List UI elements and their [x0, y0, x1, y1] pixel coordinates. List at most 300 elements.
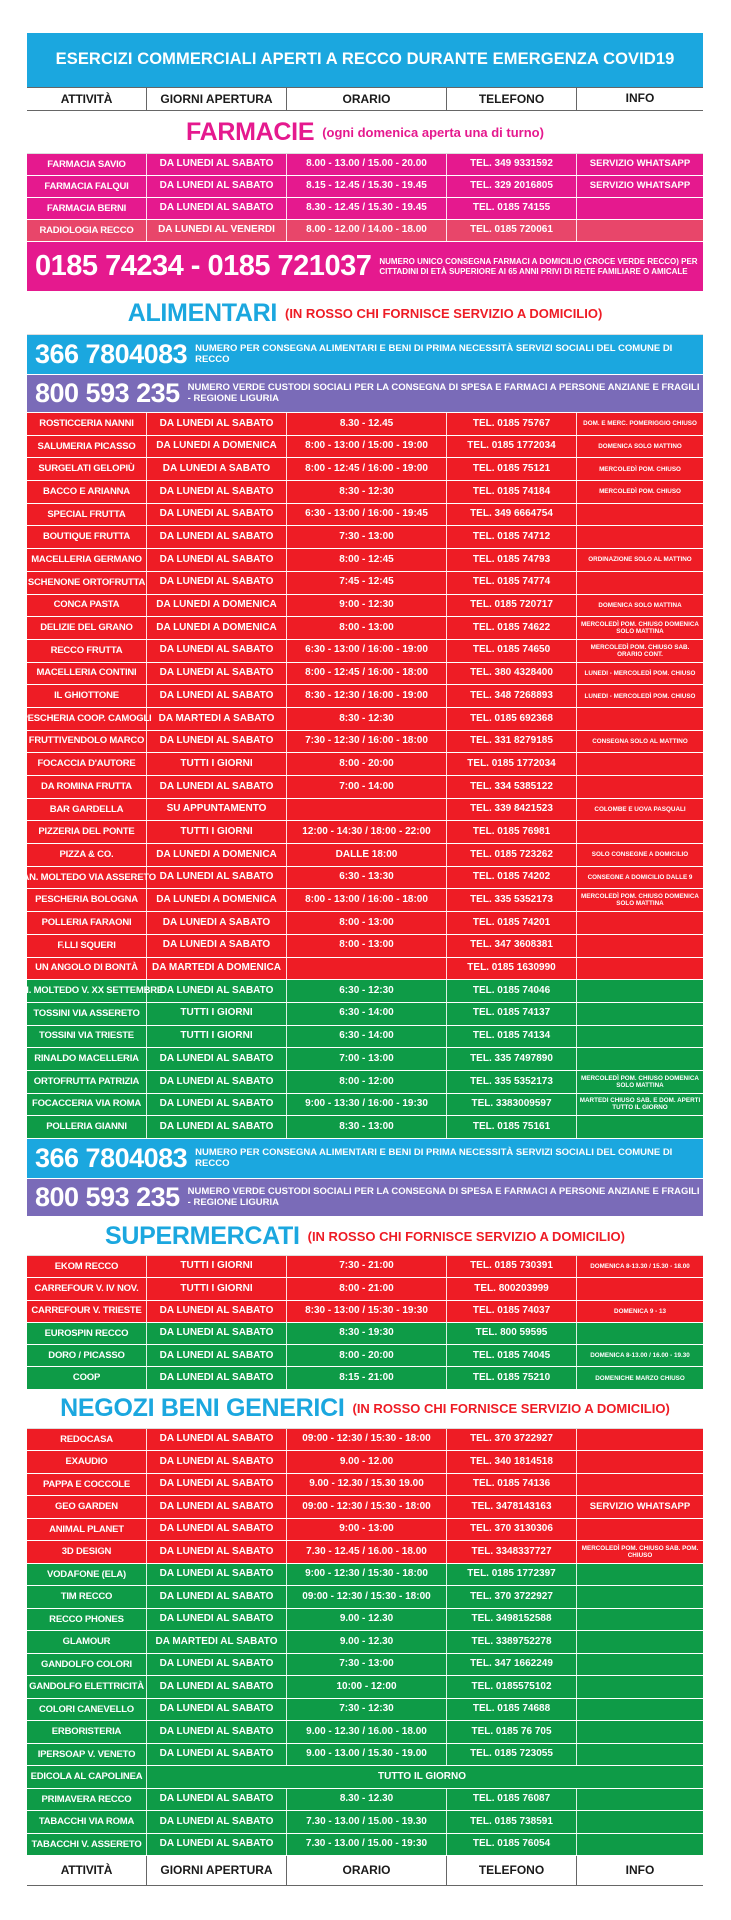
- table-row: [27, 549, 703, 572]
- cell-info: DOMENICA SOLO MATTINO: [598, 443, 682, 450]
- table-row: [27, 1026, 703, 1049]
- col-orario: ORARIO: [287, 1856, 447, 1885]
- cell-info: MERCOLEDÌ POM. CHIUSO DOMENICA SOLO MATTINA: [581, 1074, 699, 1089]
- alimentari-red-rows: [17, 413, 703, 980]
- cell-giorni: DA LUNEDI AL SABATO: [147, 1721, 287, 1743]
- banner-number: 366 7804083: [35, 1143, 188, 1173]
- cell-telefono: TEL. 370 3722927: [447, 1429, 577, 1451]
- cell-attivita: PIZZA & CO.: [27, 844, 147, 866]
- cell-giorni: DA LUNEDI AL SABATO: [147, 1811, 287, 1833]
- cell-giorni: DA LUNEDI AL SABATO: [147, 1789, 287, 1811]
- cell-giorni: DA LUNEDI AL SABATO: [147, 154, 287, 175]
- cell-info: [577, 753, 703, 775]
- cell-info: [577, 1609, 703, 1631]
- cell-orario: 09:00 - 12:30 / 15:30 - 18:00: [287, 1429, 447, 1451]
- cell-info: [577, 1519, 703, 1541]
- cell-giorni: DA LUNEDI AL SABATO: [147, 1519, 287, 1541]
- cell-info: [577, 980, 703, 1002]
- col-info: INFO: [625, 1863, 655, 1878]
- cell-orario: 6:30 - 12:30: [287, 980, 447, 1002]
- cell-attivita: TIM RECCO: [27, 1586, 147, 1608]
- table-row: [27, 572, 703, 595]
- cell-giorni: DA LUNEDI AL SABATO: [147, 1699, 287, 1721]
- cell-giorni: DA LUNEDI AL SABATO: [147, 481, 287, 503]
- table-row: [27, 1116, 703, 1139]
- cell-attivita: POLLERIA FARAONI: [27, 912, 147, 934]
- cell-info: [577, 1116, 703, 1138]
- section-note: (ogni domenica aperta una di turno): [322, 124, 544, 140]
- cell-info: [577, 526, 703, 548]
- cell-info: LUNEDI - MERCOLEDÌ POM. CHIUSO: [584, 669, 696, 677]
- table-row: [27, 1451, 703, 1474]
- table-row: [27, 889, 703, 912]
- cell-info: MERCOLEDÌ POM. CHIUSO SAB. ORARIO CONT.: [590, 643, 690, 658]
- cell-giorni: DA LUNEDI AL SABATO: [147, 198, 287, 219]
- cell-telefono: TEL. 329 2016805: [447, 176, 577, 197]
- cell-giorni: DA LUNEDI AL SABATO: [147, 1834, 287, 1856]
- cell-attivita: TOSSINI VIA TRIESTE: [27, 1026, 147, 1048]
- section-note: (IN ROSSO CHI FORNISCE SERVIZIO A DOMICILIO): [284, 305, 603, 321]
- table-row: [27, 1048, 703, 1071]
- cell-info: [577, 1699, 703, 1721]
- cell-telefono: TEL. 0185 1630990: [447, 958, 577, 980]
- cell-attivita: PESCHERIA BOLOGNA: [27, 889, 147, 911]
- cell-telefono: TEL. 3498152588: [447, 1609, 577, 1631]
- cell-attivita: BOUTIQUE FRUTTA: [27, 526, 147, 548]
- cell-giorni: DA LUNEDI AL SABATO: [147, 1496, 287, 1518]
- table-row: [27, 1766, 703, 1789]
- cell-attivita: MACELLERIA GERMANO: [27, 549, 147, 571]
- cell-giorni: TUTTI I GIORNI: [147, 1278, 287, 1299]
- cell-giorni: DA LUNEDI A DOMENICA: [147, 844, 287, 866]
- table-row: [27, 1609, 703, 1632]
- banner-number: 800 593 235: [35, 378, 180, 408]
- banner-note: NUMERO PER CONSEGNA ALIMENTARI E BENI DI PRIMA NECESSITÀ SERVIZI SOCIALI DEL COMUNE DI RECCO: [195, 342, 673, 365]
- cell-orario: 8.15 - 12.45 / 15.30 - 19.45: [287, 176, 447, 197]
- cell-orario: 8.30 - 12.45 / 15.30 - 19.45: [287, 198, 447, 219]
- cell-telefono: TEL. 339 8421523: [447, 799, 577, 821]
- cell-info: [577, 1654, 703, 1676]
- cell-attivita: PAN. MOLTEDO VIA ASSERETO: [27, 867, 147, 889]
- table-row: [27, 663, 703, 686]
- cell-orario: 7:30 - 12:30 / 16:00 - 18:00: [287, 731, 447, 753]
- cell-attivita: DORO / PICASSO: [27, 1345, 147, 1366]
- cell-info: DOMENICA 8-13.30 / 15.30 - 18.00: [590, 1263, 690, 1271]
- cell-info: [577, 935, 703, 957]
- cell-telefono: TEL. 335 5352173: [447, 889, 577, 911]
- cell-info: [577, 1789, 703, 1811]
- cell-attivita: GANDOLFO COLORI: [27, 1654, 147, 1676]
- cell-orario: 8.00 - 12.00 / 14.00 - 18.00: [287, 220, 447, 241]
- farmacie-delivery-banner: [27, 242, 703, 292]
- table-row: [27, 1654, 703, 1677]
- cell-attivita: TOSSINI VIA ASSERETO: [27, 1003, 147, 1025]
- cell-info: MERCOLEDÌ POM. CHIUSO SAB. POM. CHIUSO: [581, 1544, 699, 1560]
- cell-orario: 8:30 - 12:30 / 16:00 - 19:00: [287, 685, 447, 707]
- banner-number: 0185 74234 - 0185 721037: [35, 250, 372, 282]
- cell-telefono: TEL. 0185 74793: [447, 549, 577, 571]
- cell-orario: 8:30 - 19:30: [287, 1323, 447, 1344]
- cell-info: DOMENICA 9 - 13: [614, 1307, 666, 1315]
- cell-giorni: DA LUNEDI AL SABATO: [147, 1474, 287, 1496]
- alimentari-banner-comune-2: [27, 1139, 703, 1179]
- cell-attivita: BACCO E ARIANNA: [27, 481, 147, 503]
- table-row: [27, 1094, 703, 1117]
- cell-info: [577, 821, 703, 843]
- cell-attivita: BAR GARDELLA: [27, 799, 147, 821]
- table-row: [27, 1699, 703, 1722]
- table-row: [27, 504, 703, 527]
- cell-orario: 8:00 - 13:00: [287, 912, 447, 934]
- cell-telefono: TEL. 800 59595: [447, 1323, 577, 1344]
- cell-info: MERCOLEDÌ POM. CHIUSO DOMENICA SOLO MATTINA: [581, 620, 699, 636]
- cell-telefono: TEL. 335 7497890: [447, 1048, 577, 1070]
- cell-info: LUNEDI - MERCOLEDÌ POM. CHIUSO: [584, 692, 696, 700]
- cell-giorni: DA LUNEDI AL SABATO: [147, 980, 287, 1002]
- cell-giorni: DA LUNEDI AL SABATO: [147, 176, 287, 197]
- cell-info: [577, 1474, 703, 1496]
- cell-orario: 8:00 - 12:45 / 16:00 - 19:00: [287, 458, 447, 480]
- cell-attivita: MACELLERIA CONTINI: [27, 663, 147, 685]
- cell-attivita: EKOM RECCO: [27, 1256, 147, 1277]
- cell-info: DOMENICHE MARZO CHIUSO: [595, 1374, 685, 1382]
- section-note: (IN ROSSO CHI FORNISCE SERVIZIO A DOMICILIO): [307, 1228, 625, 1244]
- cell-attivita: SALUMERIA PICASSO: [27, 436, 147, 458]
- cell-giorni: DA LUNEDI A SABATO: [147, 912, 287, 934]
- cell-orario: 8:00 - 12:45 / 16:00 - 18:00: [287, 663, 447, 685]
- section-alimentari: [27, 292, 703, 335]
- cell-orario: 8.30 - 12.30: [287, 1789, 447, 1811]
- table-row: [27, 912, 703, 935]
- cell-giorni: DA LUNEDI A DOMENICA: [147, 617, 287, 639]
- cell-orario: 8:30 - 13:00 / 15:30 - 19:30: [287, 1301, 447, 1322]
- cell-giorni: DA LUNEDI AL SABATO: [147, 413, 287, 435]
- cell-orario: 8:30 - 12:30: [287, 708, 447, 730]
- cell-giorni: TUTTI I GIORNI: [147, 1003, 287, 1025]
- cell-info: [577, 1811, 703, 1833]
- cell-telefono: TEL. 347 3608381: [447, 935, 577, 957]
- cell-orario: 8:00 - 12:00: [287, 1071, 447, 1093]
- cell-giorni: DA LUNEDI AL SABATO: [147, 1586, 287, 1608]
- cell-attivita: PIZZERIA DEL PONTE: [27, 821, 147, 843]
- cell-orario: 09:00 - 12:30 / 15:30 - 18:00: [287, 1586, 447, 1608]
- table-row: [27, 220, 703, 242]
- cell-attivita: F.LLI SQUERI: [27, 935, 147, 957]
- cell-giorni: DA LUNEDI AL SABATO: [147, 1609, 287, 1631]
- cell-attivita: SPECIAL FRUTTA: [27, 504, 147, 526]
- cell-orario: [287, 799, 447, 821]
- cell-giorni: DA LUNEDI AL SABATO: [147, 1541, 287, 1563]
- cell-orario: 7:30 - 12:30: [287, 1699, 447, 1721]
- cell-telefono: TEL. 0185 74712: [447, 526, 577, 548]
- table-row: [27, 526, 703, 549]
- cell-info: SERVIZIO WHATSAPP: [589, 180, 691, 192]
- cell-attivita: GEO GARDEN: [27, 1496, 147, 1518]
- cell-orario: 9.00 - 12.30: [287, 1609, 447, 1631]
- table-row: [27, 481, 703, 504]
- cell-giorni: DA LUNEDI AL SABATO: [147, 640, 287, 662]
- cell-attivita: TABACCHI VIA ROMA: [27, 1811, 147, 1833]
- cell-orario: 8:00 - 20:00: [287, 1345, 447, 1366]
- cell-attivita: SURGELATI GELOPIÙ: [27, 458, 147, 480]
- cell-telefono: TEL. 0185 75767: [447, 413, 577, 435]
- cell-telefono: TEL. 334 5385122: [447, 776, 577, 798]
- cell-attivita: EUROSPIN RECCO: [27, 1323, 147, 1344]
- table-row: [27, 1834, 703, 1857]
- cell-giorni: DA LUNEDI AL SABATO: [147, 1301, 287, 1322]
- cell-info: SERVIZIO WHATSAPP: [589, 158, 691, 170]
- table-row: [27, 436, 703, 459]
- cell-telefono: TEL. 0185 75121: [447, 458, 577, 480]
- cell-orario: 7:30 - 13:00: [287, 1654, 447, 1676]
- cell-info: [577, 1834, 703, 1856]
- cell-telefono: TEL. 335 5352173: [447, 1071, 577, 1093]
- table-row: [27, 176, 703, 198]
- cell-info: [577, 1048, 703, 1070]
- cell-giorni: DA LUNEDI AL SABATO: [147, 572, 287, 594]
- cell-telefono: TEL. 0185 74155: [447, 198, 577, 219]
- cell-telefono: TEL. 349 9331592: [447, 154, 577, 175]
- cell-attivita: ERBORISTERIA: [27, 1721, 147, 1743]
- table-row: [27, 640, 703, 663]
- cell-telefono: TEL. 340 1814518: [447, 1451, 577, 1473]
- cell-orario: [287, 958, 447, 980]
- cell-giorni: DA MARTEDI A SABATO: [147, 708, 287, 730]
- cell-attivita: CARREFOUR V. TRIESTE: [27, 1301, 147, 1322]
- cell-giorni: DA LUNEDI AL SABATO: [147, 1345, 287, 1366]
- cell-giorni: DA LUNEDI AL SABATO: [147, 776, 287, 798]
- cell-info: [577, 1744, 703, 1766]
- cell-attivita: DA ROMINA FRUTTA: [27, 776, 147, 798]
- table-row: [27, 458, 703, 481]
- cell-attivita: RINALDO MACELLERIA: [27, 1048, 147, 1070]
- cell-giorni: TUTTI I GIORNI: [147, 1026, 287, 1048]
- cell-giorni: DA LUNEDI AL SABATO: [147, 1429, 287, 1451]
- cell-telefono: TEL. 0185 74201: [447, 912, 577, 934]
- cell-giorni: TUTTI I GIORNI: [147, 753, 287, 775]
- cell-telefono: TEL. 380 4328400: [447, 663, 577, 685]
- cell-attivita: PRIMAVERA RECCO: [27, 1789, 147, 1811]
- cell-giorni: DA LUNEDI AL SABATO: [147, 1451, 287, 1473]
- section-title: ALIMENTARI: [127, 298, 277, 327]
- table-row: [27, 1474, 703, 1497]
- cell-telefono: TEL. 0185 74136: [447, 1474, 577, 1496]
- banner-note: NUMERO UNICO CONSEGNA FARMACI A DOMICILIO (CROCE VERDE RECCO) PER CITTADINI DI ETÀ SUPERIORE AI 65 ANNI PRIVI DI RETE FAMILIARE O AMICALE: [379, 257, 698, 276]
- cell-attivita: EDICOLA AL CAPOLINEA: [27, 1766, 147, 1788]
- cell-giorni: DA LUNEDI AL SABATO: [147, 1654, 287, 1676]
- cell-info: [577, 1721, 703, 1743]
- cell-info: DOMENICA 8-13.00 / 16.00 - 19.30: [590, 1352, 690, 1360]
- cell-giorni: DA LUNEDI AL SABATO: [147, 731, 287, 753]
- cell-telefono: TEL. 3348337727: [447, 1541, 577, 1563]
- cell-attivita: 3D DESIGN: [27, 1541, 147, 1563]
- cell-orario: 9.00 - 12.30 / 15.30 19.00: [287, 1474, 447, 1496]
- table-row: [27, 1071, 703, 1094]
- table-row: [9, 980, 703, 1003]
- cell-telefono: TEL. 0185 74650: [447, 640, 577, 662]
- cell-orario: 7:00 - 13:00: [287, 1048, 447, 1070]
- banner-note: NUMERO VERDE CUSTODI SOCIALI PER LA CONSEGNA DI SPESA E FARMACI A PERSONE ANZIANE E FRAGILI - REGIONE LIGURIA: [187, 381, 700, 404]
- cell-orario: 9:00 - 13:00: [287, 1519, 447, 1541]
- cell-attivita: ANIMAL PLANET: [27, 1519, 147, 1541]
- cell-orario: 9.00 - 12.30: [287, 1631, 447, 1653]
- cell-info: MERCOLEDÌ POM. CHIUSO: [599, 488, 681, 496]
- cell-attivita: FARMACIA FALQUI: [27, 176, 147, 197]
- table-row: [27, 1631, 703, 1654]
- cell-attivita: PESCHERIA COOP. CAMOGLI: [27, 708, 147, 730]
- alimentari-banner-regione: [27, 375, 703, 413]
- supermercati-green-rows: [27, 1323, 703, 1390]
- cell-telefono: TEL. 0185 74184: [447, 481, 577, 503]
- cell-orario: 9.00 - 13.00 / 15.30 - 19.00: [287, 1744, 447, 1766]
- alimentari-green-rows: [9, 980, 703, 1139]
- cell-orario: 9:00 - 12:30: [287, 595, 447, 617]
- cell-orario: 10:00 - 12:00: [287, 1676, 447, 1698]
- cell-info: SERVIZIO WHATSAPP: [589, 1500, 691, 1512]
- cell-info: [577, 504, 703, 526]
- cell-giorni: DA LUNEDI AL SABATO: [147, 1676, 287, 1698]
- cell-info: [577, 776, 703, 798]
- cell-orario: 9.00 - 12.00: [287, 1451, 447, 1473]
- cell-orario: 8.30 - 12.45: [287, 413, 447, 435]
- section-title: SUPERMERCATI: [105, 1221, 300, 1250]
- alimentari-banner-comune: [27, 335, 703, 375]
- cell-telefono: TEL. 0185 723055: [447, 1744, 577, 1766]
- cell-orario: 7:30 - 21:00: [287, 1256, 447, 1277]
- cell-orario: 8:00 - 13:00 / 15:00 - 19:00: [287, 436, 447, 458]
- cell-giorni: DA LUNEDI A SABATO: [147, 458, 287, 480]
- col-telefono: TELEFONO: [447, 88, 577, 110]
- cell-info: COLOMBE E UOVA PASQUALI: [594, 806, 686, 813]
- cell-attivita: IPERSOAP V. VENETO: [27, 1744, 147, 1766]
- cell-giorni: DA LUNEDI AL SABATO: [147, 663, 287, 685]
- table-row: [27, 799, 703, 822]
- cell-info: MERCOLEDÌ POM. CHIUSO DOMENICA SOLO MATTINA: [581, 893, 699, 908]
- cell-orario: 8:00 - 20:00: [287, 753, 447, 775]
- cell-giorni: SU APPUNTAMENTO: [147, 799, 287, 821]
- cell-giorni: TUTTI I GIORNI: [147, 821, 287, 843]
- cell-giorni: DA LUNEDI AL SABATO: [147, 1094, 287, 1116]
- cell-telefono: TEL. 370 3130306: [447, 1519, 577, 1541]
- cell-giorni: DA LUNEDI AL SABATO: [147, 1071, 287, 1093]
- cell-orario: 7.30 - 12.45 / 16.00 - 18.00: [287, 1541, 447, 1563]
- cell-giorni: DA MARTEDI AL SABATO: [147, 1631, 287, 1653]
- cell-attivita: GANDOLFO ELETTRICITÀ: [27, 1676, 147, 1698]
- banner-number: 800 593 235: [35, 1182, 180, 1212]
- cell-attivita: SCHENONE ORTOFRUTTA: [27, 572, 147, 594]
- cell-info: DOM. E MERC. POMERIGGIO CHIUSO: [583, 420, 697, 428]
- cell-info: [577, 220, 703, 241]
- table-row: [27, 1367, 703, 1389]
- cell-attivita: COLORI CANEVELLO: [27, 1699, 147, 1721]
- cell-attivita: CARREFOUR V. IV NOV.: [27, 1278, 147, 1299]
- cell-giorni: DA LUNEDI AL SABATO: [147, 1367, 287, 1388]
- cell-orario: DALLE 18:00: [287, 844, 447, 866]
- supermercati-red-rows: [27, 1256, 703, 1323]
- cell-attivita: EXAUDIO: [27, 1451, 147, 1473]
- cell-orario: 8:00 - 13:00: [287, 935, 447, 957]
- cell-telefono: TEL. 0185 74622: [447, 617, 577, 639]
- cell-attivita: FRUTTIVENDOLO MARCO: [27, 731, 147, 753]
- cell-orario: 8:15 - 21:00: [287, 1367, 447, 1388]
- cell-orario: 09:00 - 12:30 / 15:30 - 18:00: [287, 1496, 447, 1518]
- cell-giorni: DA LUNEDI A DOMENICA: [147, 436, 287, 458]
- col-info: INFO: [625, 91, 655, 106]
- cell-attivita: IL GHIOTTONE: [27, 685, 147, 707]
- col-giorni: GIORNI APERTURA: [147, 1856, 287, 1885]
- table-row: [27, 1541, 703, 1564]
- cell-giorni: DA LUNEDI A DOMENICA: [147, 595, 287, 617]
- cell-attivita: FARMACIA SAVIO: [27, 154, 147, 175]
- cell-attivita: ORTOFRUTTA PATRIZIA: [27, 1071, 147, 1093]
- banner-note: NUMERO VERDE CUSTODI SOCIALI PER LA CONSEGNA DI SPESA E FARMACI A PERSONE ANZIANE E FRAGILI - REGIONE LIGURIA: [187, 1185, 700, 1208]
- cell-giorni: DA LUNEDI AL SABATO: [147, 685, 287, 707]
- section-farmacie: [27, 111, 703, 154]
- cell-telefono: TEL. 348 7268893: [447, 685, 577, 707]
- cell-attivita: GLAMOUR: [27, 1631, 147, 1653]
- cell-orario: TUTTO IL GIORNO: [378, 1770, 466, 1782]
- cell-telefono: TEL. 331 8279185: [447, 731, 577, 753]
- cell-giorni: DA LUNEDI A SABATO: [147, 935, 287, 957]
- cell-info: [577, 1676, 703, 1698]
- cell-giorni: DA LUNEDI AL VENERDI: [147, 220, 287, 241]
- table-row: [27, 844, 703, 867]
- cell-info: ORDINAZIONE SOLO AL MATTINO: [588, 556, 692, 564]
- table-row: [27, 753, 703, 776]
- cell-telefono: TEL. 0185 738591: [447, 1811, 577, 1833]
- col-orario: ORARIO: [287, 88, 447, 110]
- cell-info: [577, 198, 703, 219]
- cell-telefono: TEL. 0185 76 705: [447, 1721, 577, 1743]
- cell-orario: 7:30 - 13:00: [287, 526, 447, 548]
- cell-telefono: TEL. 800203999: [447, 1278, 577, 1299]
- cell-attivita: RECCO FRUTTA: [27, 640, 147, 662]
- table-row: [27, 1278, 703, 1300]
- cell-giorni: DA LUNEDI AL SABATO: [147, 504, 287, 526]
- cell-telefono: TEL. 3383009597: [447, 1094, 577, 1116]
- section-note: (IN ROSSO CHI FORNISCE SERVIZIO A DOMICILIO): [352, 1401, 670, 1417]
- cell-orario: 6:30 - 14:00: [287, 1026, 447, 1048]
- table-row: [27, 1496, 703, 1519]
- table-row: [27, 198, 703, 220]
- table-row: [27, 1789, 703, 1812]
- cell-info: [577, 1278, 703, 1299]
- table-row: [27, 595, 703, 618]
- cell-telefono: TEL. 0185 692368: [447, 708, 577, 730]
- cell-telefono: TEL. 370 3722927: [447, 1586, 577, 1608]
- cell-orario: 6:30 - 13:30: [287, 867, 447, 889]
- cell-orario: 7.30 - 13.00 / 15.00 - 19:30: [287, 1834, 447, 1856]
- table-row: [27, 617, 703, 640]
- cell-info: [577, 958, 703, 980]
- cell-attivita: VODAFONE (ELA): [27, 1564, 147, 1586]
- cell-attivita: CONCA PASTA: [27, 595, 147, 617]
- cell-orario: 7:45 - 12:45: [287, 572, 447, 594]
- cell-attivita: FARMACIA BERNI: [27, 198, 147, 219]
- column-header-bottom: [27, 1856, 703, 1886]
- cell-attivita: PAN. MOLTEDO V. XX SETTEMBRE: [27, 980, 147, 1002]
- table-row: [27, 413, 703, 436]
- table-row: [27, 1519, 703, 1542]
- cell-telefono: TEL. 0185 74137: [447, 1003, 577, 1025]
- cell-attivita: RADIOLOGIA RECCO: [27, 220, 147, 241]
- cell-giorni: DA LUNEDI AL SABATO: [147, 1564, 287, 1586]
- table-row: [27, 935, 703, 958]
- cell-attivita: ROSTICCERIA NANNI: [27, 413, 147, 435]
- cell-attivita: PAPPA E COCCOLE: [27, 1474, 147, 1496]
- table-row: [27, 776, 703, 799]
- alimentari-banner-regione-2: [27, 1179, 703, 1217]
